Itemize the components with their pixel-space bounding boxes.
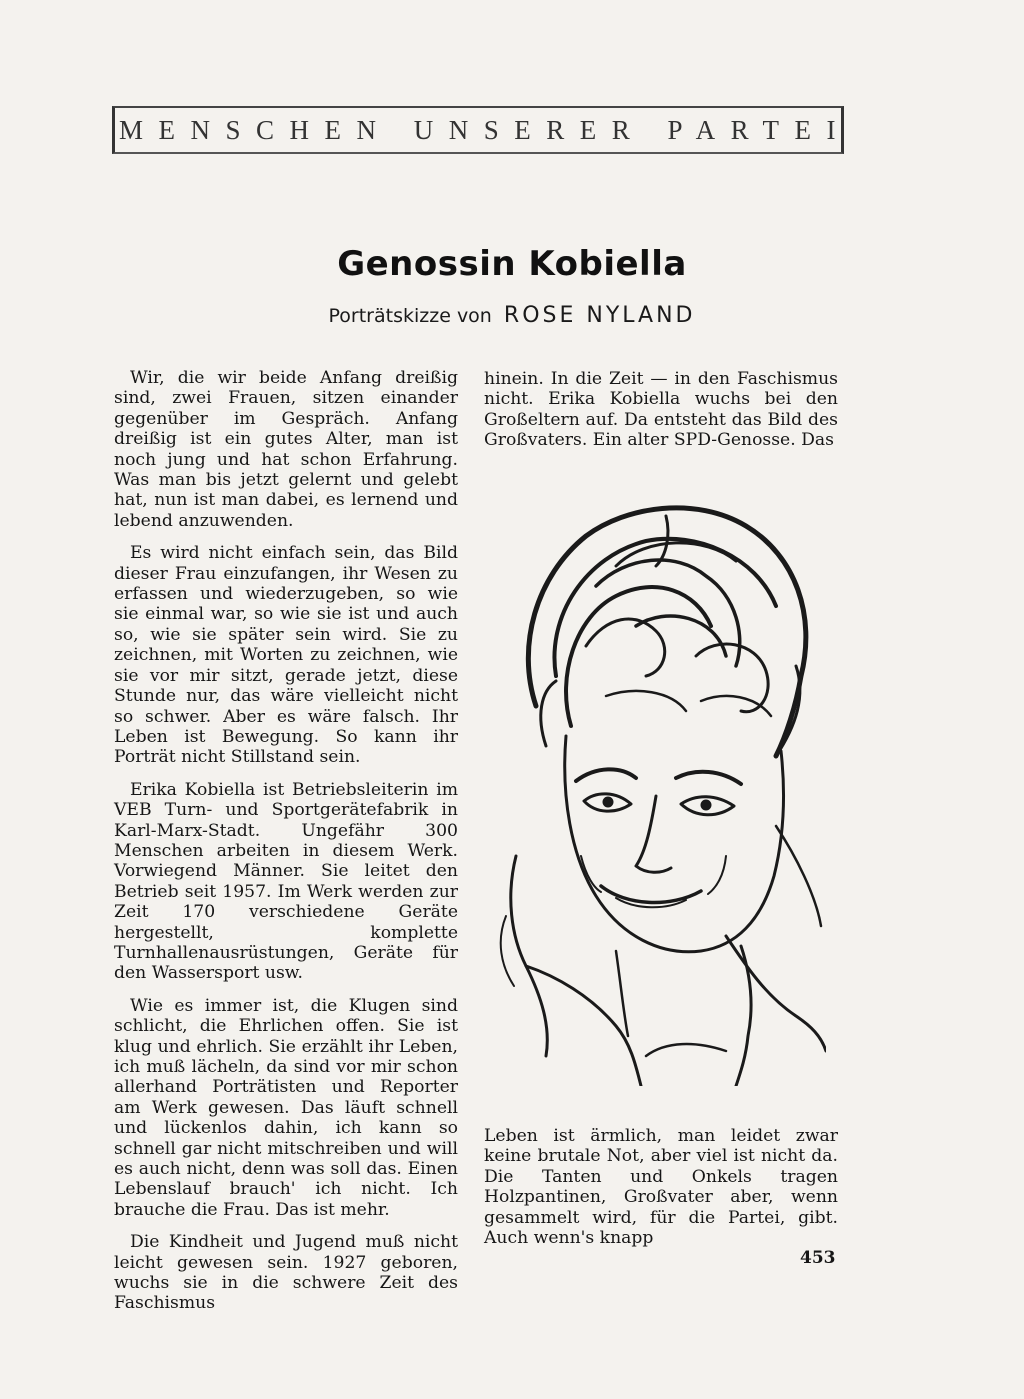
- page-number: 453: [800, 1248, 836, 1268]
- article-title: Genossin Kobiella: [337, 244, 687, 284]
- article-subtitle: [0, 303, 1024, 328]
- left-column: [114, 368, 458, 1326]
- paragraph: Erika Kobiella ist Betriebsleiterin im VEB Turn- und Sportgerätefabrik in Karl-Marx-Stadt. Ungefähr 300 Menschen arbeiten in diesem Werk. Vorwiegend Männer. Sie leitet den Betrieb seit 1957. Im Werk werden zur Zeit 170 verschiedene Geräte hergestellt, komplette Turnhallenausrüstungen, Geräte für den Wassersport usw.: [114, 779, 458, 984]
- author-name: ROSE NYLAND: [503, 303, 696, 328]
- right-column-top: [484, 369, 838, 451]
- subtitle-prefix: Porträtskizze von: [328, 305, 492, 327]
- rubric-label: MENSCHEN UNSERER PARTEI: [119, 114, 851, 145]
- paragraph: Wie es immer ist, die Klugen sind schlicht, die Ehrlichen offen. Sie ist klug und ehrlich. Sie erzählt ihr Leben, ich muß lächeln, da sind vor mir schon allerhand Porträtisten und Reporter am Werk gewesen. Das läuft schnell und lückenlos dahin, ich kann so schnell gar nicht mitschreiben und will es auch nicht, denn was soll das. Einen Lebenslauf brauch' ich nicht. Ich brauche die Frau. Das ist mehr.: [114, 995, 458, 1220]
- paragraph: Die Kindheit und Jugend muß nicht leicht gewesen sein. 1927 geboren, wuchs sie in die schwere Zeit des Faschismus: [114, 1232, 458, 1314]
- paragraph: Es wird nicht einfach sein, das Bild dieser Frau einzufangen, ihr Wesen zu erfassen und wiederzugeben, so wie sie einmal war, so wie sie ist und auch so, wie sie später sein wird. Sie zu zeichnen, mit Worten zu zeichnen, wie sie vor mir sitzt, gerade jetzt, diese Stunde nur, das wäre vielleicht nicht so schwer. Aber es wäre falsch. Ihr Leben ist Bewegung. So kann ihr Porträt nicht Stillstand sein.: [114, 543, 458, 768]
- portrait-sketch-icon: [496, 496, 826, 1086]
- paragraph: Wir, die wir beide Anfang dreißig sind, zwei Frauen, sitzen einander gegenüber im Gespräch. Anfang dreißig ist ein gutes Alter, man ist noch jung und hat schon Erfahrung. Was man bis jetzt gelernt und gelebt hat, nun ist man dabei, es lernend und lebend anzuwenden.: [114, 368, 458, 531]
- section-rubric: [112, 106, 851, 154]
- right-column-bottom: [484, 1126, 838, 1248]
- paragraph: hinein. In die Zeit — in den Faschismus nicht. Erika Kobiella wuchs bei den Großeltern auf. Da entsteht das Bild des Großvaters. Ein alter SPD-Genosse. Das: [484, 369, 838, 451]
- paragraph: Leben ist ärmlich, man leidet zwar keine brutale Not, aber viel ist nicht da. Die Tanten und Onkels tragen Holzpantinen, Großvater aber, wenn gesammelt wird, für die Partei, gibt. Auch wenn's knapp: [484, 1126, 838, 1249]
